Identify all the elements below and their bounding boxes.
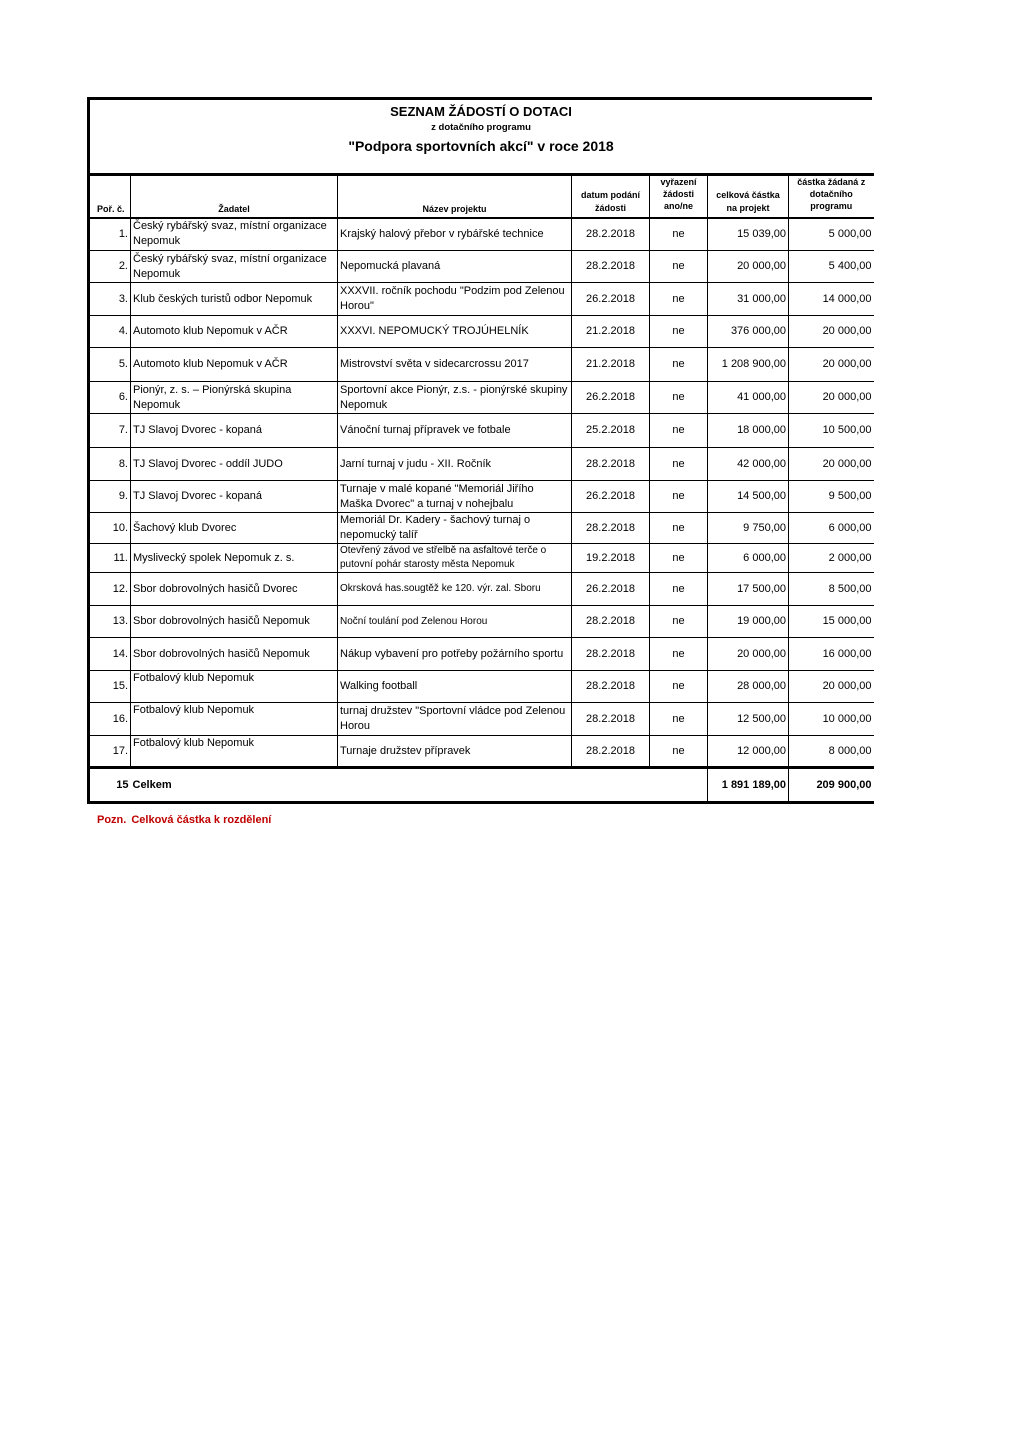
cell-zadatel: Šachový klub Dvorec	[131, 513, 338, 544]
cell-datum: 28.2.2018	[572, 448, 650, 481]
cell-zadatel: Automoto klub Nepomuk v AČR	[131, 348, 338, 382]
cell-celkova: 376 000,00	[708, 316, 789, 348]
cell-nazev: Turnaje v malé kopané "Memoriál Jiřího Maška Dvorec" a turnaj v nohejbalu	[338, 481, 572, 513]
cell-castka: 5 400,00	[789, 251, 874, 283]
cell-por: 16.	[89, 703, 131, 736]
table-row	[89, 573, 874, 606]
cell-castka: 6 000,00	[789, 513, 874, 544]
cell-nazev: Walking football	[338, 671, 572, 703]
cell-celkova: 31 000,00	[708, 283, 789, 316]
cell-zadatel: TJ Slavoj Dvorec - kopaná	[131, 481, 338, 513]
cell-zadatel: TJ Slavoj Dvorec - kopaná	[131, 414, 338, 448]
cell-nazev: Noční toulání pod Zelenou Horou	[338, 606, 572, 638]
cell-vyrazeni: ne	[650, 283, 708, 316]
cell-nazev: turnaj družstev "Sportovní vládce pod Zelenou Horou	[338, 703, 572, 736]
cell-nazev: Okrsková has.sougtěž ke 120. výr. zal. Sboru	[338, 573, 572, 606]
cell-por: 10.	[89, 513, 131, 544]
cell-castka: 20 000,00	[789, 671, 874, 703]
table-row	[89, 606, 874, 638]
cell-por: 2.	[89, 251, 131, 283]
cell-por: 6.	[89, 382, 131, 414]
table-row	[89, 316, 874, 348]
table-row	[89, 638, 874, 671]
table-row	[89, 671, 874, 703]
cell-celkova: 9 750,00	[708, 513, 789, 544]
cell-zadatel: Klub českých turistů odbor Nepomuk	[131, 283, 338, 316]
cell-zadatel: TJ Slavoj Dvorec - oddíl JUDO	[131, 448, 338, 481]
cell-datum: 28.2.2018	[572, 251, 650, 283]
cell-zadatel: Automoto klub Nepomuk v AČR	[131, 316, 338, 348]
total-celkova: 1 891 189,00	[708, 768, 789, 803]
cell-vyrazeni: ne	[650, 671, 708, 703]
cell-datum: 19.2.2018	[572, 544, 650, 573]
cell-vyrazeni: ne	[650, 736, 708, 768]
cell-datum: 26.2.2018	[572, 573, 650, 606]
cell-zadatel: Fotbalový klub Nepomuk	[131, 703, 338, 736]
table-row	[89, 283, 874, 316]
cell-por: 1.	[89, 218, 131, 251]
cell-zadatel: Myslivecký spolek Nepomuk z. s.	[131, 544, 338, 573]
cell-celkova: 6 000,00	[708, 544, 789, 573]
title-block	[87, 97, 872, 173]
cell-castka: 2 000,00	[789, 544, 874, 573]
cell-datum: 28.2.2018	[572, 703, 650, 736]
cell-por: 12.	[89, 573, 131, 606]
cell-nazev: Otevřený závod ve střelbě na asfaltové terče o putovní pohár starosty města Nepomuk	[338, 544, 572, 573]
cell-zadatel: Český rybářský svaz, místní organizace Nepomuk	[131, 218, 338, 251]
cell-zadatel: Pionýr, z. s. – Pionýrská skupina Nepomuk	[131, 382, 338, 414]
cell-datum: 28.2.2018	[572, 671, 650, 703]
cell-zadatel: Sbor dobrovolných hasičů Nepomuk	[131, 638, 338, 671]
table-row	[89, 544, 874, 573]
cell-por: 4.	[89, 316, 131, 348]
cell-por: 5.	[89, 348, 131, 382]
cell-zadatel: Český rybářský svaz, místní organizace Nepomuk	[131, 251, 338, 283]
cell-por: 3.	[89, 283, 131, 316]
header-vyrazeni: vyřazení žádosti ano/ne	[650, 175, 708, 218]
cell-celkova: 18 000,00	[708, 414, 789, 448]
table-row	[89, 251, 874, 283]
table-row	[89, 414, 874, 448]
cell-celkova: 20 000,00	[708, 251, 789, 283]
cell-vyrazeni: ne	[650, 513, 708, 544]
cell-vyrazeni: ne	[650, 348, 708, 382]
cell-nazev: Memoriál Dr. Kadery - šachový turnaj o nepomucký talíř	[338, 513, 572, 544]
cell-celkova: 12 000,00	[708, 736, 789, 768]
cell-vyrazeni: ne	[650, 638, 708, 671]
cell-nazev: Turnaje družstev přípravek	[338, 736, 572, 768]
cell-nazev: XXXVI. NEPOMUCKÝ TROJÚHELNÍK	[338, 316, 572, 348]
cell-vyrazeni: ne	[650, 218, 708, 251]
footnote-text: Celková částka k rozdělení	[131, 814, 272, 826]
footnote	[97, 814, 271, 826]
cell-castka: 10 000,00	[789, 703, 874, 736]
cell-celkova: 20 000,00	[708, 638, 789, 671]
cell-castka: 20 000,00	[789, 316, 874, 348]
cell-nazev: Vánoční turnaj přípravek ve fotbale	[338, 414, 572, 448]
cell-por: 8.	[89, 448, 131, 481]
header-castka: částka žádaná z dotačního programu	[789, 175, 874, 218]
cell-castka: 8 500,00	[789, 573, 874, 606]
program-name: "Podpora sportovních akcí" v roce 2018	[348, 138, 614, 154]
cell-vyrazeni: ne	[650, 481, 708, 513]
cell-castka: 20 000,00	[789, 448, 874, 481]
cell-zadatel: Sbor dobrovolných hasičů Nepomuk	[131, 606, 338, 638]
cell-celkova: 42 000,00	[708, 448, 789, 481]
total-count: 15	[89, 768, 131, 803]
cell-datum: 21.2.2018	[572, 348, 650, 382]
cell-nazev: Jarní turnaj v judu - XII. Ročník	[338, 448, 572, 481]
cell-celkova: 1 208 900,00	[708, 348, 789, 382]
cell-vyrazeni: ne	[650, 703, 708, 736]
table-row	[89, 218, 874, 251]
cell-datum: 25.2.2018	[572, 414, 650, 448]
cell-vyrazeni: ne	[650, 382, 708, 414]
cell-datum: 28.2.2018	[572, 513, 650, 544]
header-nazev: Název projektu	[338, 175, 572, 218]
cell-datum: 26.2.2018	[572, 283, 650, 316]
table-row	[89, 703, 874, 736]
cell-zadatel: Sbor dobrovolných hasičů Dvorec	[131, 573, 338, 606]
cell-nazev: Nepomucká plavaná	[338, 251, 572, 283]
cell-datum: 28.2.2018	[572, 638, 650, 671]
cell-castka: 16 000,00	[789, 638, 874, 671]
cell-nazev: Krajský halový přebor v rybářské technice	[338, 218, 572, 251]
footnote-prefix: Pozn.	[97, 814, 127, 826]
cell-vyrazeni: ne	[650, 606, 708, 638]
cell-datum: 28.2.2018	[572, 606, 650, 638]
cell-castka: 20 000,00	[789, 382, 874, 414]
cell-celkova: 41 000,00	[708, 382, 789, 414]
table-row	[89, 348, 874, 382]
table-row	[89, 481, 874, 513]
document-title: SEZNAM ŽÁDOSTÍ O DOTACI	[390, 104, 572, 119]
cell-celkova: 19 000,00	[708, 606, 789, 638]
cell-castka: 9 500,00	[789, 481, 874, 513]
cell-vyrazeni: ne	[650, 316, 708, 348]
cell-nazev: XXXVII. ročník pochodu "Podzim pod Zelenou Horou"	[338, 283, 572, 316]
cell-vyrazeni: ne	[650, 448, 708, 481]
cell-por: 13.	[89, 606, 131, 638]
cell-vyrazeni: ne	[650, 414, 708, 448]
table-row	[89, 448, 874, 481]
cell-celkova: 17 500,00	[708, 573, 789, 606]
cell-por: 9.	[89, 481, 131, 513]
cell-celkova: 15 039,00	[708, 218, 789, 251]
cell-castka: 15 000,00	[789, 606, 874, 638]
cell-castka: 20 000,00	[789, 348, 874, 382]
applications-table	[87, 173, 874, 804]
total-label: Celkem	[131, 768, 708, 803]
cell-zadatel: Fotbalový klub Nepomuk	[131, 671, 338, 703]
applications-sheet	[87, 97, 872, 804]
header-zadatel: Žadatel	[131, 175, 338, 218]
table-header-row	[89, 175, 874, 218]
cell-castka: 8 000,00	[789, 736, 874, 768]
total-row	[89, 768, 874, 803]
cell-datum: 28.2.2018	[572, 736, 650, 768]
cell-zadatel: Fotbalový klub Nepomuk	[131, 736, 338, 768]
total-castka: 209 900,00	[789, 768, 874, 803]
cell-vyrazeni: ne	[650, 573, 708, 606]
cell-datum: 21.2.2018	[572, 316, 650, 348]
cell-vyrazeni: ne	[650, 251, 708, 283]
cell-nazev: Nákup vybavení pro potřeby požárního sportu	[338, 638, 572, 671]
cell-castka: 10 500,00	[789, 414, 874, 448]
header-datum: datum podání žádosti	[572, 175, 650, 218]
cell-celkova: 14 500,00	[708, 481, 789, 513]
cell-datum: 28.2.2018	[572, 218, 650, 251]
cell-celkova: 12 500,00	[708, 703, 789, 736]
table-row	[89, 382, 874, 414]
header-por: Poř. č.	[89, 175, 131, 218]
document-subtitle: z dotačního programu	[431, 122, 531, 133]
header-celkova: celková částka na projekt	[708, 175, 789, 218]
cell-por: 15.	[89, 671, 131, 703]
cell-castka: 14 000,00	[789, 283, 874, 316]
cell-vyrazeni: ne	[650, 544, 708, 573]
table-row	[89, 513, 874, 544]
table-row	[89, 736, 874, 768]
cell-por: 17.	[89, 736, 131, 768]
cell-por: 14.	[89, 638, 131, 671]
cell-castka: 5 000,00	[789, 218, 874, 251]
cell-nazev: Mistrovství světa v sidecarcrossu 2017	[338, 348, 572, 382]
cell-por: 11.	[89, 544, 131, 573]
cell-datum: 26.2.2018	[572, 382, 650, 414]
cell-por: 7.	[89, 414, 131, 448]
cell-datum: 26.2.2018	[572, 481, 650, 513]
cell-nazev: Sportovní akce Pionýr, z.s. - pionýrské skupiny Nepomuk	[338, 382, 572, 414]
cell-celkova: 28 000,00	[708, 671, 789, 703]
